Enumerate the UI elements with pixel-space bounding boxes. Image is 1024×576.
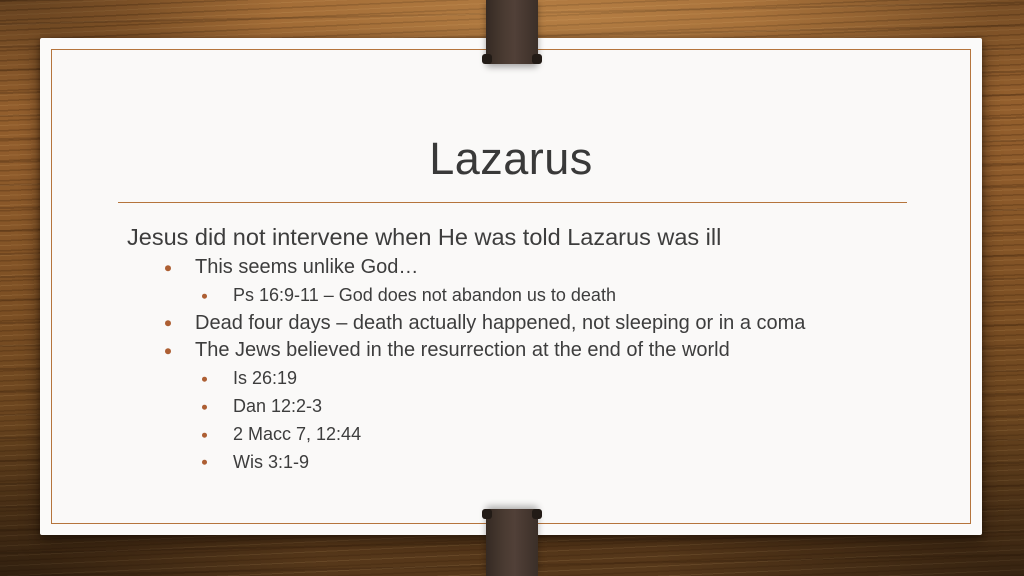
body-line-text: Is 26:19	[233, 368, 298, 389]
slide-title: Lazarus	[429, 133, 593, 184]
body-line	[40, 421, 982, 449]
body-line-text: Jesus did not intervene when He was told Lazarus was ill	[127, 224, 722, 250]
strap-rivet-icon	[532, 509, 542, 519]
body-line	[40, 449, 982, 477]
body-line	[40, 310, 982, 338]
bullet-icon	[202, 293, 207, 298]
body-line	[40, 365, 982, 393]
strap-rivet-icon	[482, 54, 492, 64]
bullet-icon	[202, 432, 207, 437]
body-line-text: 2 Macc 7, 12:44	[233, 423, 362, 444]
body-line-text: Wis 3:1-9	[233, 451, 310, 472]
bullet-icon	[202, 460, 207, 465]
slide-card	[40, 38, 982, 535]
body-line	[40, 282, 982, 310]
body-line	[40, 337, 982, 365]
title-divider	[118, 202, 907, 203]
body-line-text: The Jews believed in the resurrection at the end of the world	[195, 339, 730, 362]
body-line-heading	[40, 221, 982, 254]
body-line-text: Dan 12:2-3	[233, 395, 323, 416]
bullet-icon	[165, 349, 171, 355]
slide-body	[40, 221, 982, 476]
body-line-text: Dead four days – death actually happened, not sleeping or in a coma	[195, 311, 806, 334]
bullet-icon	[202, 377, 207, 382]
binding-strap-bottom	[486, 509, 538, 576]
body-line-text: Ps 16:9-11 – God does not abandon us to death	[233, 284, 616, 305]
bullet-icon	[165, 321, 171, 327]
body-line	[40, 393, 982, 421]
strap-rivet-icon	[532, 54, 542, 64]
bullet-icon	[165, 265, 171, 271]
body-line-text: This seems unlike God…	[195, 256, 419, 278]
body-line	[40, 254, 982, 282]
binding-strap-top	[486, 0, 538, 64]
bullet-icon	[202, 405, 207, 410]
strap-rivet-icon	[482, 509, 492, 519]
